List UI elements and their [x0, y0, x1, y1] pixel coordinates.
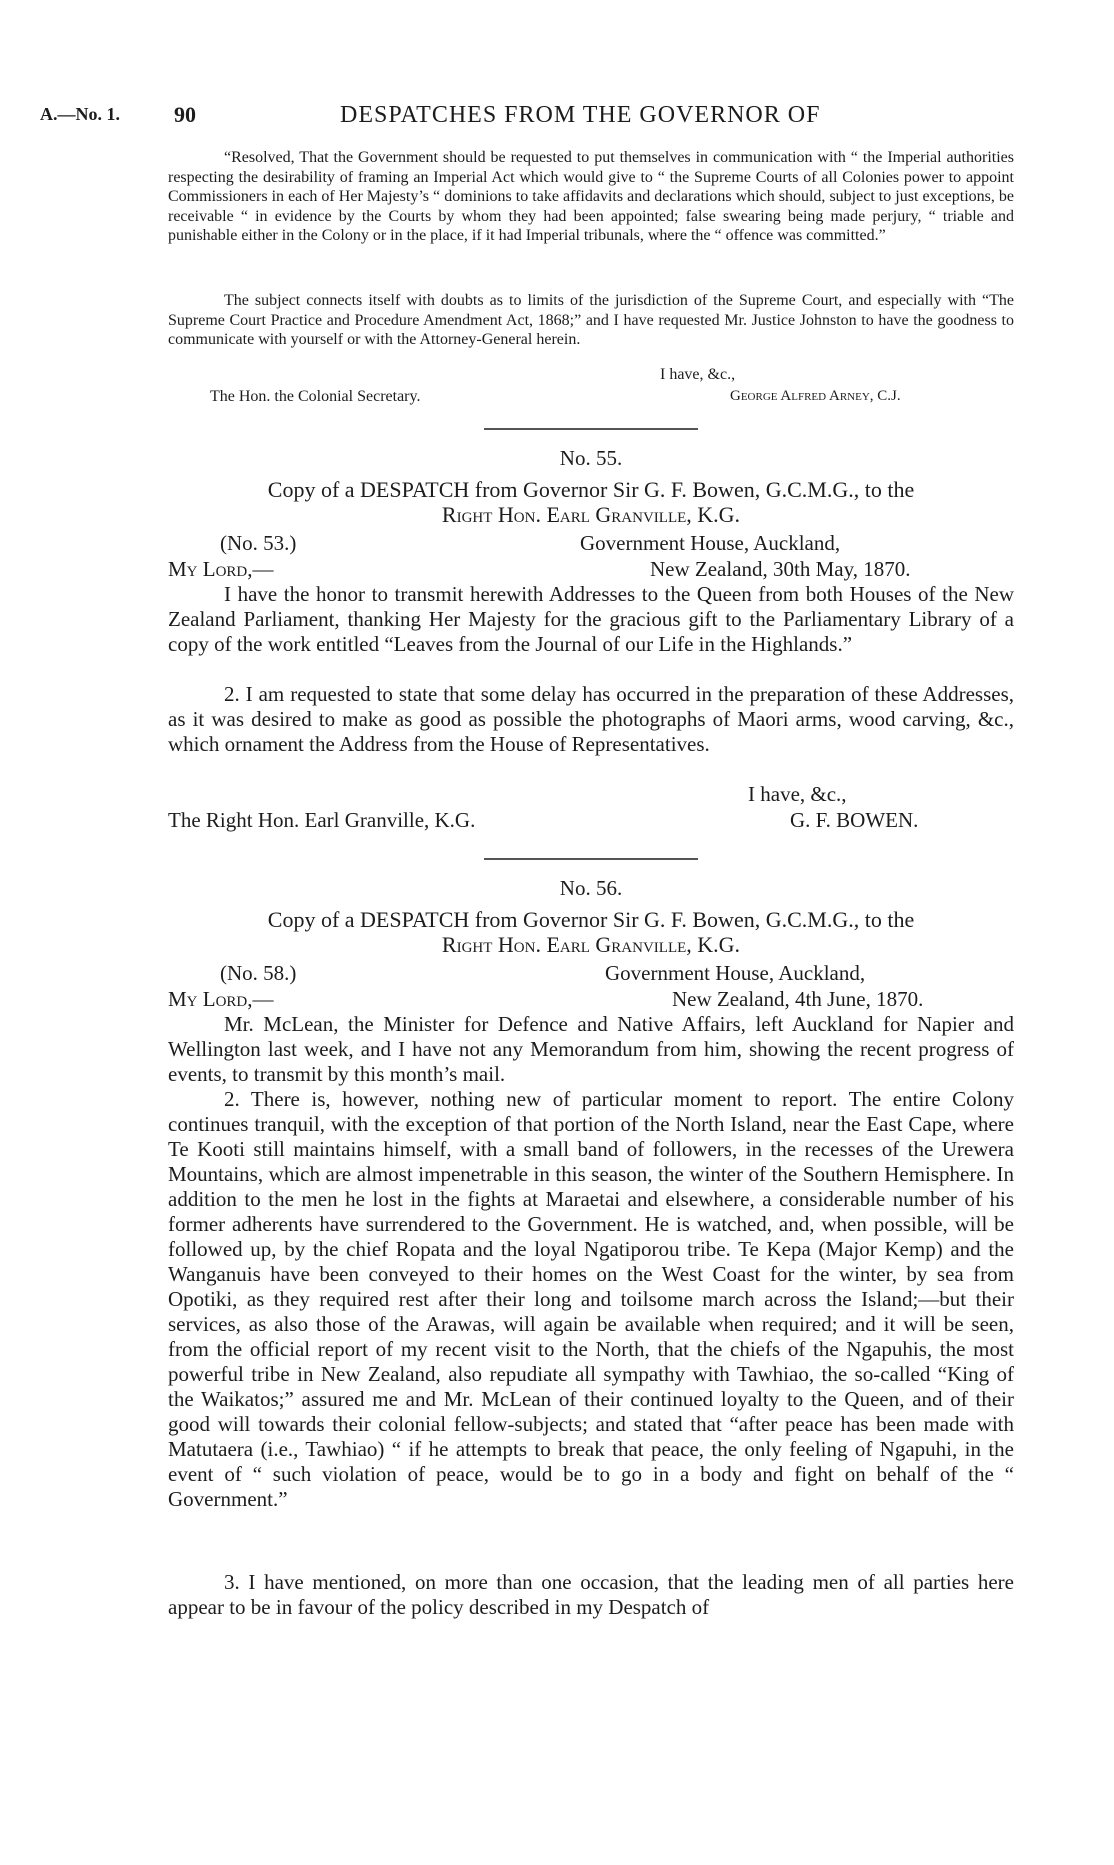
running-title: DESPATCHES FROM THE GOVERNOR OF	[340, 102, 821, 128]
letter-body: The subject connects itself with doubts as to limits of the jurisdiction of the Supreme Court, and especially with “The Supreme Court Practice and Procedure Amendment Act, 1868;” and I have requested Mr. Justice Johnston to have the goodness to communicate with yourself or with the Attorney-General herein.	[168, 292, 1014, 348]
despatch-date: New Zealand, 4th June, 1870.	[672, 987, 924, 1011]
despatch-ref: (No. 53.)	[220, 531, 297, 555]
despatch-place: Government House, Auckland,	[605, 961, 866, 985]
despatch-paragraph: 2. I am requested to state that some delay has occurred in the preparation of these Addresses, as it was desired to make as good as possible the photographs of Maori arms, wood carving, &c., which ornament the Address from the House of Representatives.	[168, 682, 1014, 756]
despatch-number: No. 56.	[559, 876, 623, 900]
paper-reference: A.—No. 1.	[40, 104, 120, 124]
despatch-signature: G. F. BOWEN.	[790, 808, 919, 832]
letter-addressee: The Hon. the Colonial Secretary.	[210, 388, 421, 405]
despatch-place: Government House, Auckland,	[580, 531, 841, 555]
despatch-number: No. 55.	[559, 446, 623, 470]
despatch-salutation: My Lord,—	[168, 557, 274, 581]
section-divider	[484, 858, 698, 860]
page-number: 90	[174, 102, 196, 127]
despatch-paragraph: I have the honor to transmit herewith Addresses to the Queen from both Houses of the New Zealand Parliament, thanking Her Majesty for the gracious gift to the Parliamentary Library of a copy of the work entitled “Leaves from the Journal of our Life in the Highlands.”	[168, 582, 1014, 656]
despatch-salutation: My Lord,—	[168, 987, 274, 1011]
despatch-paragraph: 3. I have mentioned, on more than one occasion, that the leading men of all parties here appear to be in favour of the policy described in my Despatch of	[168, 1570, 1014, 1619]
despatch-ref: (No. 58.)	[220, 961, 297, 985]
letter-closing: I have, &c.,	[660, 366, 736, 383]
despatch-addressee: The Right Hon. Earl Granville, K.G.	[168, 808, 476, 832]
despatch-heading: Copy of a DESPATCH from Governor Sir G. F. Bowen, G.C.M.G., to the	[267, 477, 915, 502]
resolution-quote: “Resolved, That the Government should be requested to put themselves in communication with “ the Imperial authorities respecting the desirability of framing an Imperial Act which would give to “ the Supreme Courts of all Colonies power to appoint Commissioners in each of Her Majesty’s “ dominions to take affidavits and declarations which should, subject to just exceptions, be receivable “ in evidence by the Courts by whom they had been appointed; false swearing being made perjury, “ triable and punishable either in the Colony or in the place, if it had Imperial tribunals, where the “ offence was committed.”	[168, 149, 1014, 244]
despatch-heading-recipient: Right Hon. Earl Granville, K.G.	[441, 932, 741, 957]
despatch-paragraph: 2. There is, however, nothing new of particular moment to report. The entire Colony continues tranquil, with the exception of that portion of the North Island, near the East Cape, where Te Kooti still maintains himself, with a small band of followers, in the recesses of the Urewera Mountains, which are almost impenetrable in this season, the winter of the Southern Hemisphere. In addition to the men he lost in the fights at Maraetai and elsewhere, a considerable number of his former adherents have surrendered to the Government. He is watched, and, when possible, will be followed up, by the chief Ropata and the loyal Ngatiporou tribe. Te Kepa (Major Kemp) and the Wanganuis have been conveyed to their homes on the West Coast for the winter, by sea from Opotiki, as they required rest after their long and toilsome march across the Island;—but their services, as also those of the Arawas, will again be available when required; and it will be seen, from the official report of my recent visit to the North, that the chiefs of the Ngapuhis, the most powerful tribe in New Zealand, also repudiate all sympathy with Tawhiao, the so-called “King of the Waikatos;” assured me and Mr. McLean of their continued loyalty to the Queen, and of their good will towards their colonial fellow-subjects; and stated that “after peace has been made with Matutaera (i.e., Tawhiao) “ if he attempts to break that peace, the only feeling of Ngapuhi, in the event of “ such violation of peace, would be to go in a body and fight on behalf of the “ Government.”	[168, 1087, 1014, 1511]
despatch-closing: I have, &c.,	[748, 782, 847, 806]
despatch-paragraph: Mr. McLean, the Minister for Defence and Native Affairs, left Auckland for Napier and Wellington last week, and I have not any Memorandum from him, showing the recent progress of events, to transmit by this month’s mail.	[168, 1012, 1014, 1086]
page-header	[40, 100, 1034, 140]
letter-signature: George Alfred Arney, C.J.	[730, 388, 901, 404]
despatch-heading-recipient: Right Hon. Earl Granville, K.G.	[441, 502, 741, 527]
despatch-heading: Copy of a DESPATCH from Governor Sir G. F. Bowen, G.C.M.G., to the	[267, 907, 915, 932]
despatch-date: New Zealand, 30th May, 1870.	[650, 557, 911, 581]
section-divider	[484, 428, 698, 430]
